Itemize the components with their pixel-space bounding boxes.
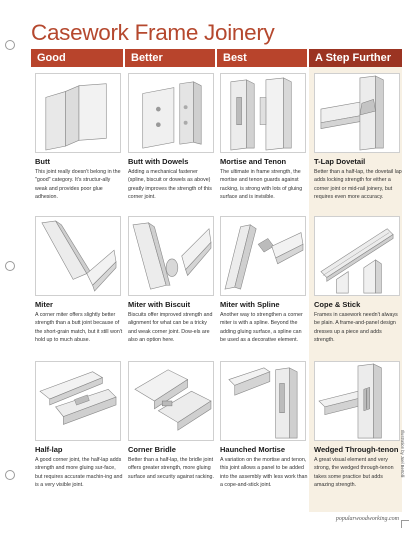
miter-spline-illustration: [220, 216, 306, 296]
joint-name: Cope & Stick: [314, 300, 361, 309]
page-title: Casework Frame Joinery: [31, 20, 275, 45]
joint-name: Butt with Dowels: [128, 157, 189, 166]
illustration-credit: [398, 430, 406, 500]
joint-name: T-Lap Dovetail: [314, 157, 366, 166]
joint-description: A variation on the mortise and tenon, this joint allows a panel to be added into the assembly with less work than a cope-and-stick joint.: [220, 457, 308, 488]
joint-description: Adding a mechanical fastener (spline, biscuit or dowels as above) greatly improves the strength of this corner joint.: [128, 169, 212, 200]
joint-name: Miter with Biscuit: [128, 300, 191, 309]
cope-stick-illustration: [314, 216, 400, 296]
joint-name: Miter: [35, 300, 53, 309]
joint-description: Better than a half-lap, the dovetail lap adds locking strength for either a corner joint or mid-rail joinery, but requires even more accuracy.: [314, 169, 402, 200]
footer-url[interactable]: popularwoodworking.com: [335, 516, 399, 522]
miter-joint-illustration: [35, 216, 121, 296]
joint-description: Another way to strengthen a corner miter is with a spline. Beyond the adding gluing surface, a spline can be used as a decorative element.: [220, 312, 303, 343]
joint-description: A great visual element and very strong, the wedged through-tenon takes some practice but adds amazing strength.: [314, 457, 394, 488]
joint-description: This joint really doesn't belong in the "good" category. It's structur-ally weak and provides poor glue adhesion.: [35, 169, 121, 200]
joint-name: Corner Bridle: [128, 445, 176, 454]
mortise-tenon-illustration: [220, 73, 306, 153]
column-header-better: Better: [125, 49, 215, 67]
joint-description: Biscuits offer improved strength and alignment for what can be a tricky and weak corner joint. Dow-els are also an option here.: [128, 312, 213, 343]
haunched-mortise-illustration: [220, 361, 306, 441]
wedged-through-tenon-illustration: [314, 361, 400, 441]
joint-description: The ultimate in frame strength, the mortise and tenon guards against racking, is strong with lots of gluing surface and is invisible.: [220, 169, 303, 200]
joint-name: Mortise and Tenon: [220, 157, 287, 166]
joint-description: Better than a half-lap, the bridle joint offers greater strength, more gluing surface and security against racking.: [128, 457, 214, 480]
joint-description: Frames in casework needn't always be plain. A frame-and-panel design dresses up a piece and adds strength.: [314, 312, 398, 343]
butt-dowel-joint-illustration: [128, 73, 214, 153]
t-lap-dovetail-illustration: [314, 73, 400, 153]
joint-name: Haunched Mortise: [220, 445, 286, 454]
column-header-row: [31, 49, 402, 67]
joint-name: Miter with Spline: [220, 300, 280, 309]
joint-description: A good corner joint, the half-lap adds strength and more gluing sur-face, but requires accurate machin-ing and is a very visible joint.: [35, 457, 123, 488]
column-header-good: Good: [31, 49, 123, 67]
joint-name: Butt: [35, 157, 50, 166]
binder-hole-icon: [5, 40, 15, 50]
half-lap-illustration: [35, 361, 121, 441]
binder-hole-icon: [5, 261, 15, 271]
joint-name: Wedged Through-tenon: [314, 445, 399, 454]
joint-description: A corner miter offers slightly better strength than a butt joint because of the short-grain match, but it still won't hold up to much abuse.: [35, 312, 123, 343]
joint-name: Half-lap: [35, 445, 63, 454]
miter-biscuit-illustration: [128, 216, 214, 296]
butt-joint-illustration: [35, 73, 121, 153]
column-header-step-further: A Step Further: [309, 49, 402, 67]
corner-bridle-illustration: [128, 361, 214, 441]
column-header-best: Best: [217, 49, 307, 67]
binder-hole-icon: [5, 470, 15, 480]
illustration-credit-text: Illustration by Joel Bertolli: [400, 430, 405, 478]
corner-crop-mark-icon: [401, 520, 409, 528]
